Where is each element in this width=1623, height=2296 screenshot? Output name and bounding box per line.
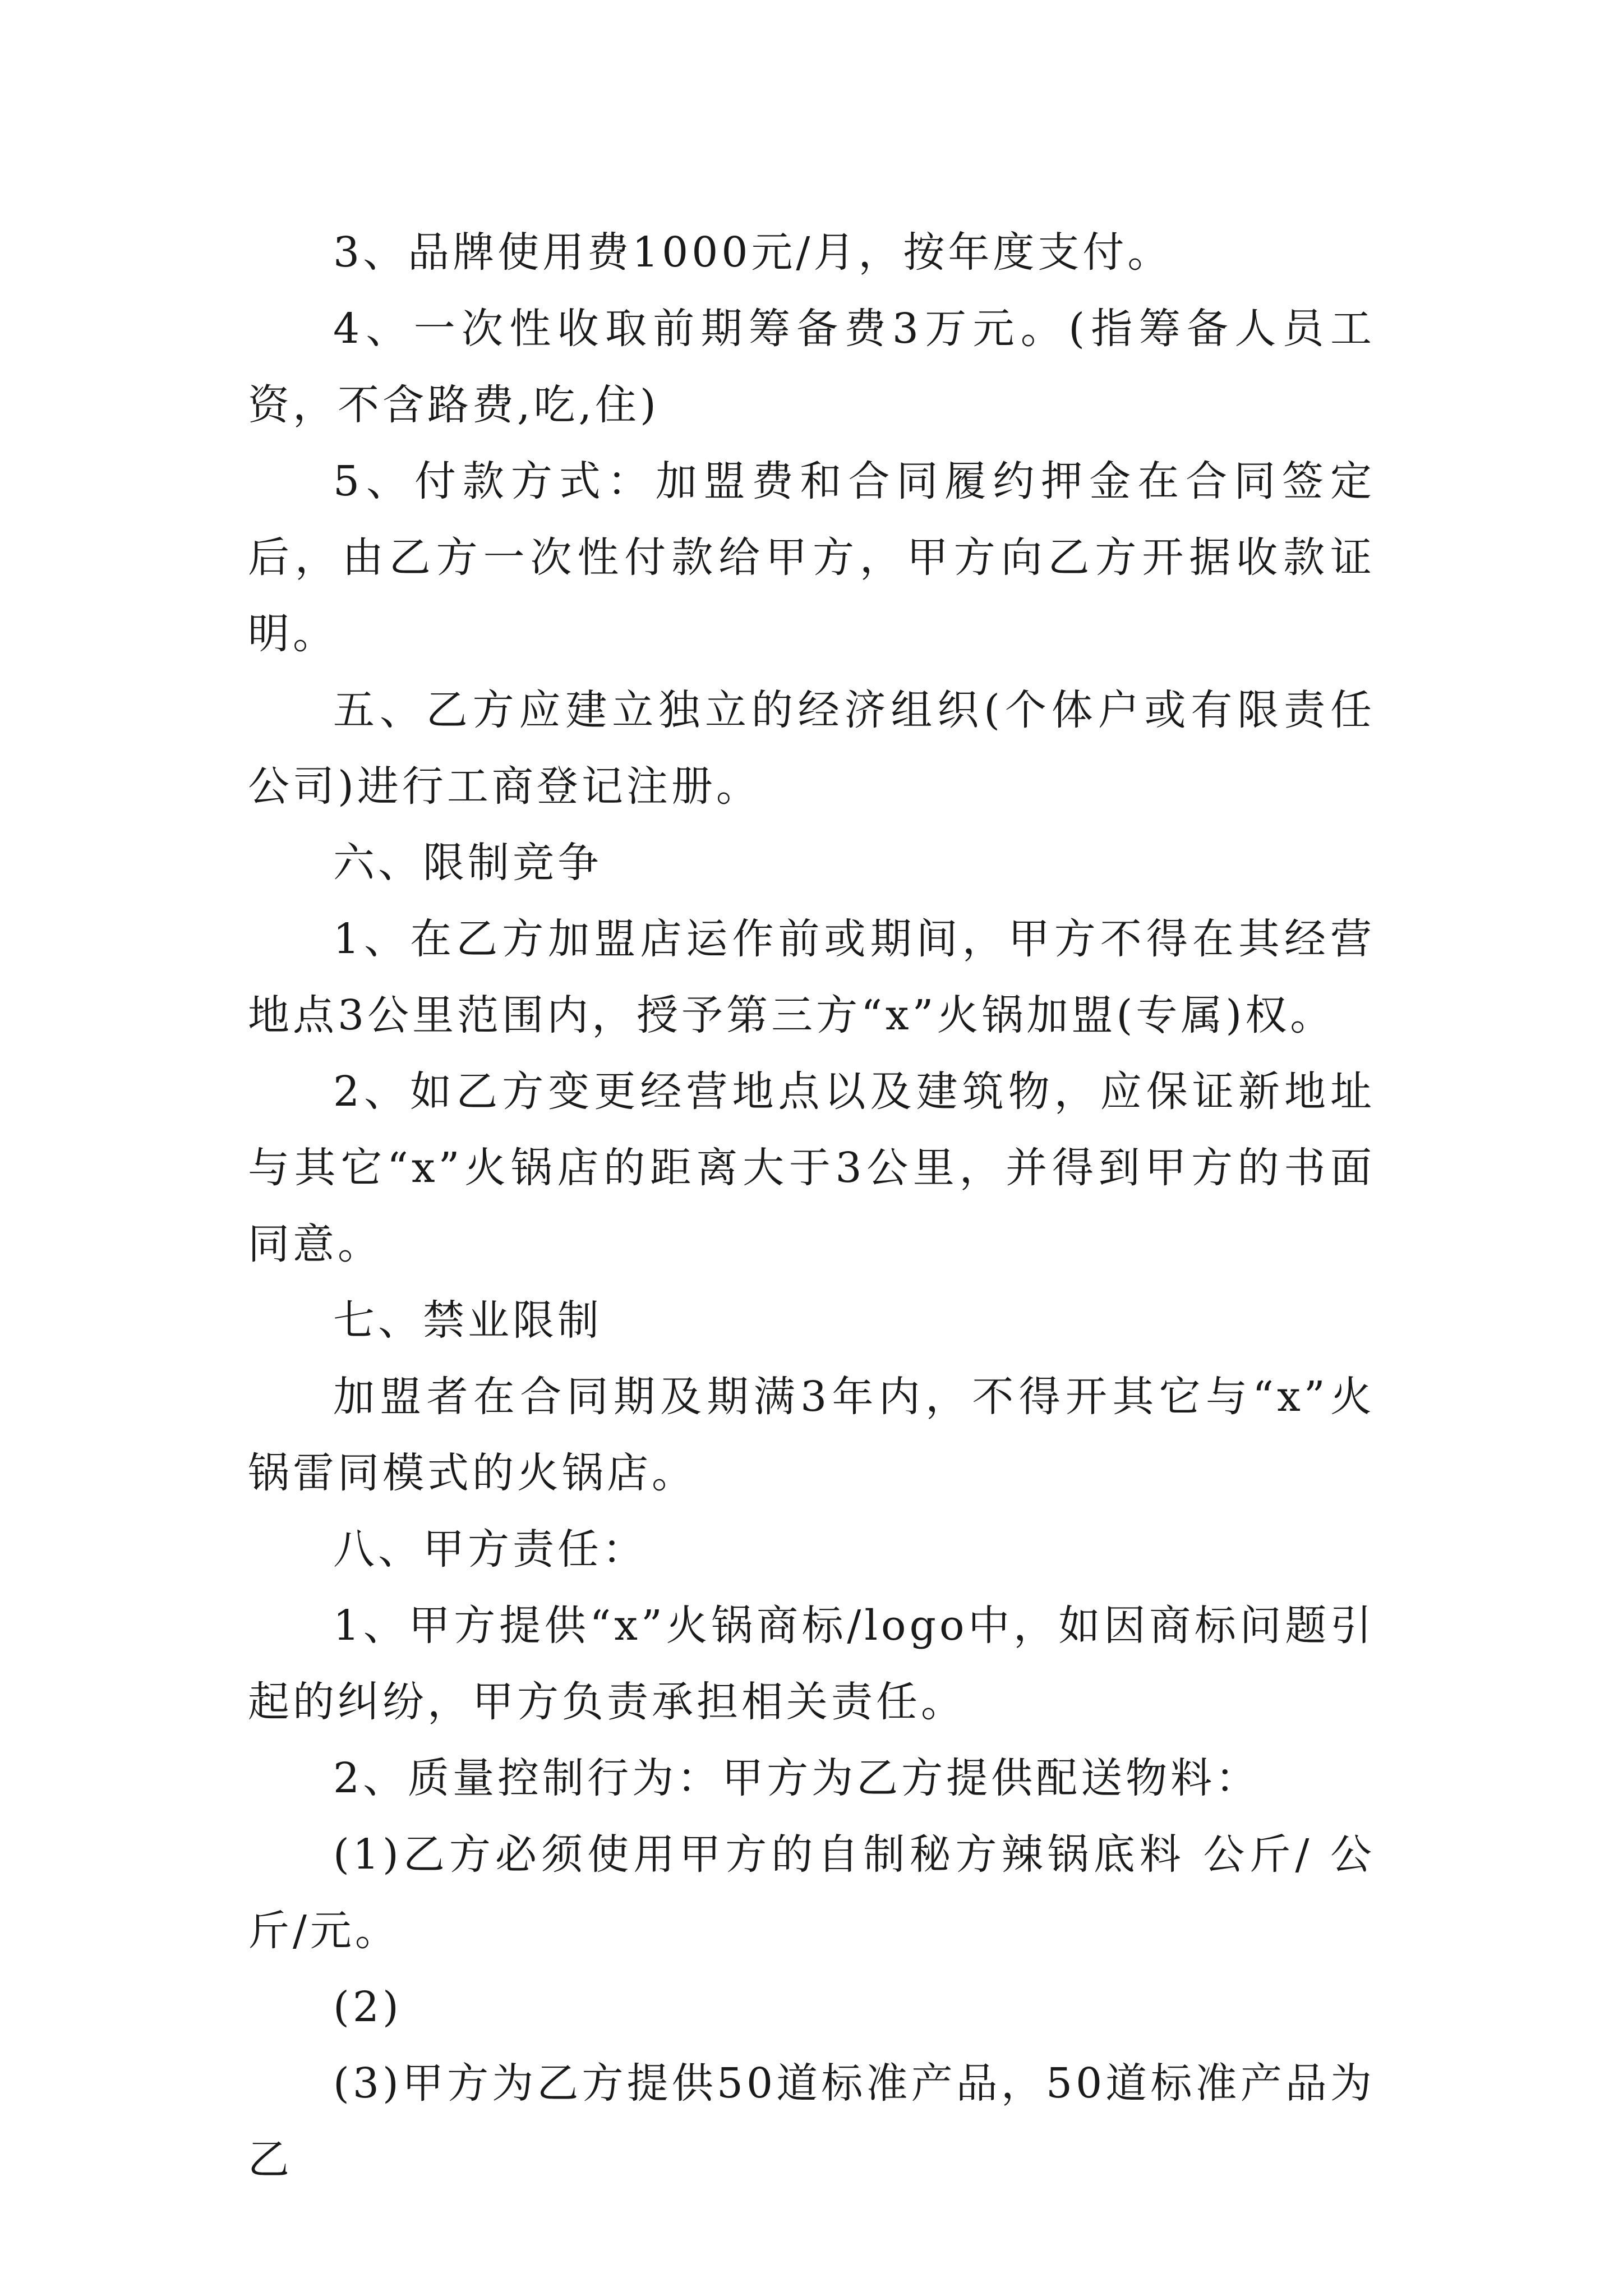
paragraph-party-a-duty-1: 1、甲方提供“x”火锅商标/logo中，如因商标问题引起的纠纷，甲方负责承担相关责任。 (248, 1602, 1375, 1726)
heading-section-eight: 八、甲方责任： (333, 1525, 647, 1573)
paragraph-brand-fee: 3、品牌使用费1000元/月，按年度支付。 (333, 228, 1173, 277)
paragraph-competition-clause-1: 1、在乙方加盟店运作前或期间，甲方不得在其经营地点3公里范围内，授予第三方“x”火锅加盟(专属)权。 (248, 915, 1375, 1039)
heading-section-six: 六、限制竞争 (333, 839, 602, 887)
paragraph-sub-item-2: (2) (333, 1983, 402, 2031)
paragraph-section-five: 五、乙方应建立独立的经济组织(个体户或有限责任公司)进行工商登记注册。 (248, 686, 1375, 811)
paragraph-sub-item-3: (3)甲方为乙方提供50道标准产品，50道标准产品为乙 (248, 2059, 1375, 2184)
paragraph-sub-item-1: (1)乙方必须使用甲方的自制秘方辣锅底料 公斤/ 公斤/元。 (248, 1830, 1375, 1955)
heading-section-seven: 七、禁业限制 (333, 1296, 602, 1345)
paragraph-payment-method: 5、付款方式：加盟费和合同履约押金在合同签定后，由乙方一次性付款给甲方，甲方向乙方开据收款证明。 (248, 457, 1375, 658)
paragraph-non-compete: 加盟者在合同期及期满3年内，不得开其它与“x”火锅雷同模式的火锅店。 (248, 1373, 1375, 1497)
document-body (248, 214, 1375, 2198)
paragraph-competition-clause-2: 2、如乙方变更经营地点以及建筑物，应保证新地址与其它“x”火锅店的距离大于3公里，并得到甲方的书面同意。 (248, 1068, 1375, 1268)
paragraph-party-a-duty-2: 2、质量控制行为：甲方为乙方提供配送物料： (333, 1754, 1261, 1802)
paragraph-preparation-fee: 4、一次性收取前期筹备费3万元。(指筹备人员工资，不含路费,吃,住) (248, 305, 1375, 429)
